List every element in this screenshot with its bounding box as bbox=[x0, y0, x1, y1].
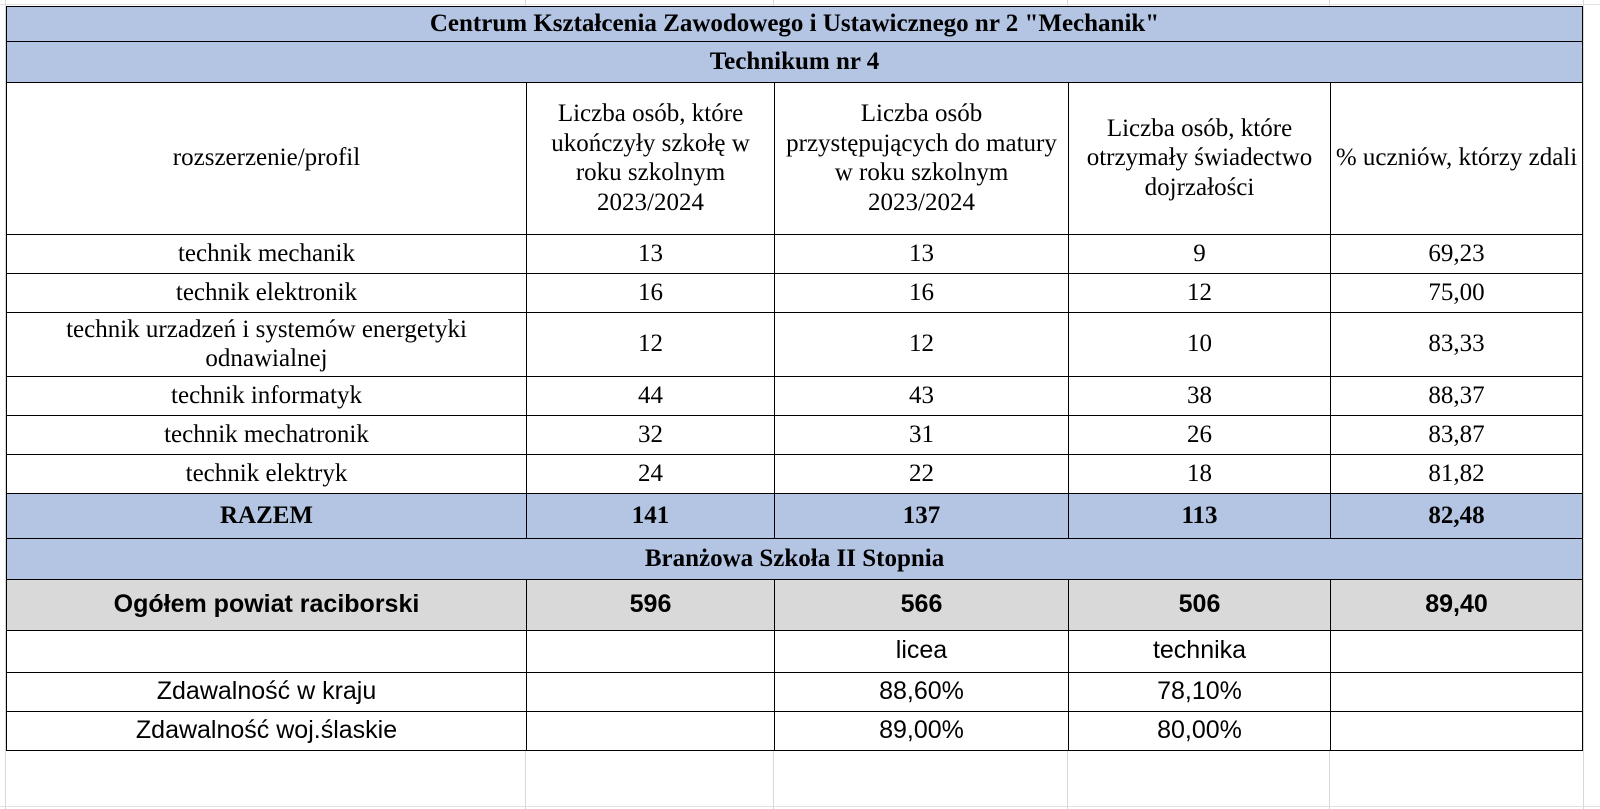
total-label: RAZEM bbox=[7, 493, 527, 538]
zdawalnosc-kraj-label: Zdawalność w kraju bbox=[7, 672, 527, 711]
zdawalnosc-woj-licea: 89,00% bbox=[775, 711, 1069, 750]
total-przystapili: 137 bbox=[775, 493, 1069, 538]
cell-ukonczyli: 32 bbox=[527, 415, 775, 454]
cell-profil: technik urzadzeń i systemów energetyki odnawialnej bbox=[7, 312, 527, 376]
ghost-gridline bbox=[0, 806, 1600, 807]
table-row-footer-types bbox=[7, 630, 1583, 672]
column-header-procent: % uczniów, którzy zdali bbox=[1331, 82, 1583, 234]
cell-procent: 75,00 bbox=[1331, 273, 1583, 312]
institution-title: Centrum Kształcenia Zawodowego i Ustawicznego nr 2 "Mechanik" bbox=[7, 7, 1583, 42]
cell-ukonczyli: 16 bbox=[527, 273, 775, 312]
cell-profil: technik elektryk bbox=[7, 454, 527, 493]
cell-profil: technik informatyk bbox=[7, 376, 527, 415]
footer-blank-cell bbox=[7, 630, 527, 672]
zdawalnosc-woj-blank bbox=[527, 711, 775, 750]
cell-przystapili: 12 bbox=[775, 312, 1069, 376]
table-row-total bbox=[7, 493, 1583, 538]
cell-przystapili: 13 bbox=[775, 234, 1069, 273]
zdawalnosc-kraj-licea: 88,60% bbox=[775, 672, 1069, 711]
cell-profil: technik elektronik bbox=[7, 273, 527, 312]
table-row-zdawalnosc-kraj bbox=[7, 672, 1583, 711]
footer-blank-cell-2 bbox=[527, 630, 775, 672]
footer-type-licea: licea bbox=[775, 630, 1069, 672]
column-header-przystapili: Liczba osób przystępujących do matury w roku szkolnym 2023/2024 bbox=[775, 82, 1069, 234]
table-header-row bbox=[7, 82, 1583, 234]
table-row bbox=[7, 454, 1583, 493]
total-ukonczyli: 141 bbox=[527, 493, 775, 538]
cell-swiadectwo: 12 bbox=[1069, 273, 1331, 312]
cell-ukonczyli: 13 bbox=[527, 234, 775, 273]
county-przystapili: 566 bbox=[775, 579, 1069, 630]
cell-procent: 83,33 bbox=[1331, 312, 1583, 376]
zdawalnosc-woj-label: Zdawalność woj.ślaskie bbox=[7, 711, 527, 750]
zdawalnosc-kraj-blank bbox=[527, 672, 775, 711]
cell-ukonczyli: 44 bbox=[527, 376, 775, 415]
section-header-branzowa: Branżowa Szkoła II Stopnia bbox=[7, 538, 1583, 579]
table-row bbox=[7, 273, 1583, 312]
cell-przystapili: 43 bbox=[775, 376, 1069, 415]
cell-ukonczyli: 24 bbox=[527, 454, 775, 493]
county-label: Ogółem powiat raciborski bbox=[7, 579, 527, 630]
table-row-county bbox=[7, 579, 1583, 630]
cell-profil: technik mechanik bbox=[7, 234, 527, 273]
total-procent: 82,48 bbox=[1331, 493, 1583, 538]
results-table bbox=[6, 6, 1583, 751]
county-procent: 89,40 bbox=[1331, 579, 1583, 630]
cell-procent: 81,82 bbox=[1331, 454, 1583, 493]
cell-przystapili: 16 bbox=[775, 273, 1069, 312]
county-ukonczyli: 596 bbox=[527, 579, 775, 630]
cell-swiadectwo: 9 bbox=[1069, 234, 1331, 273]
cell-przystapili: 31 bbox=[775, 415, 1069, 454]
county-swiadectwo: 506 bbox=[1069, 579, 1331, 630]
table-row bbox=[7, 234, 1583, 273]
zdawalnosc-kraj-blank-2 bbox=[1331, 672, 1583, 711]
column-header-profil: rozszerzenie/profil bbox=[7, 82, 527, 234]
total-swiadectwo: 113 bbox=[1069, 493, 1331, 538]
footer-blank-cell-3 bbox=[1331, 630, 1583, 672]
zdawalnosc-woj-technika: 80,00% bbox=[1069, 711, 1331, 750]
column-header-swiadectwo: Liczba osób, które otrzymały świadectwo dojrzałości bbox=[1069, 82, 1331, 234]
cell-swiadectwo: 26 bbox=[1069, 415, 1331, 454]
table-row bbox=[7, 376, 1583, 415]
table-row-section-branzowa bbox=[7, 538, 1583, 579]
cell-procent: 69,23 bbox=[1331, 234, 1583, 273]
cell-procent: 88,37 bbox=[1331, 376, 1583, 415]
cell-swiadectwo: 10 bbox=[1069, 312, 1331, 376]
ghost-gridline bbox=[1583, 0, 1584, 809]
table-row-zdawalnosc-woj bbox=[7, 711, 1583, 750]
cell-swiadectwo: 18 bbox=[1069, 454, 1331, 493]
zdawalnosc-woj-blank-2 bbox=[1331, 711, 1583, 750]
table-row bbox=[7, 415, 1583, 454]
cell-swiadectwo: 38 bbox=[1069, 376, 1331, 415]
zdawalnosc-kraj-technika: 78,10% bbox=[1069, 672, 1331, 711]
cell-przystapili: 22 bbox=[775, 454, 1069, 493]
cell-ukonczyli: 12 bbox=[527, 312, 775, 376]
cell-procent: 83,87 bbox=[1331, 415, 1583, 454]
section-header-technikum: Technikum nr 4 bbox=[7, 41, 1583, 82]
footer-type-technika: technika bbox=[1069, 630, 1331, 672]
table-row bbox=[7, 312, 1583, 376]
column-header-ukonczyli: Liczba osób, które ukończyły szkołę w roku szkolnym 2023/2024 bbox=[527, 82, 775, 234]
ghost-gridline bbox=[0, 4, 1600, 5]
table-row-section-technikum bbox=[7, 41, 1583, 82]
cell-profil: technik mechatronik bbox=[7, 415, 527, 454]
table-row-institution-title bbox=[7, 7, 1583, 42]
